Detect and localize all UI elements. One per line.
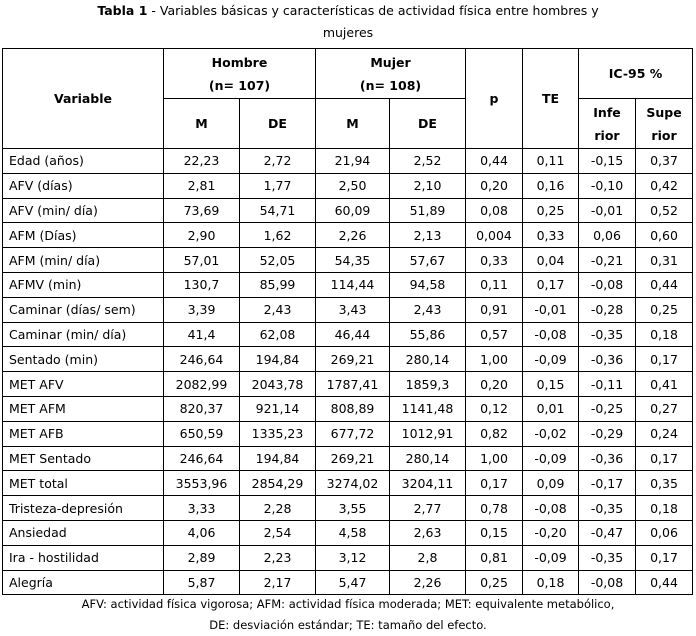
table-row <box>3 421 693 446</box>
cell-mujer-m: 3274,02 <box>316 471 390 496</box>
cell-mujer-de: 1859,3 <box>390 372 466 397</box>
table-row <box>3 496 693 521</box>
cell-mujer-m: 269,21 <box>316 446 390 471</box>
cell-mujer-de: 2,8 <box>390 545 466 570</box>
table-row <box>3 545 693 570</box>
cell-mujer-m: 3,43 <box>316 297 390 322</box>
cell-variable: AFV (min/ día) <box>3 198 164 223</box>
cell-ic-superior: 0,17 <box>636 545 693 570</box>
cell-hombre-m: 2082,99 <box>164 372 240 397</box>
cell-variable: MET AFM <box>3 396 164 421</box>
cell-mujer-m: 3,12 <box>316 545 390 570</box>
cell-te-value: -0,08 <box>523 496 579 521</box>
cell-variable: MET AFB <box>3 421 164 446</box>
cell-ic-superior: 0,18 <box>636 496 693 521</box>
cell-hombre-m: 3,39 <box>164 297 240 322</box>
header-superior-line1: Supe <box>646 104 682 120</box>
cell-p-value: 0,20 <box>466 173 523 198</box>
cell-ic-superior: 0,60 <box>636 223 693 248</box>
cell-mujer-m: 114,44 <box>316 272 390 297</box>
cell-p-value: 0,82 <box>466 421 523 446</box>
cell-variable: AFMV (min) <box>3 272 164 297</box>
cell-hombre-de: 2,43 <box>240 297 316 322</box>
cell-hombre-m: 2,89 <box>164 545 240 570</box>
cell-ic-superior: 0,24 <box>636 421 693 446</box>
cell-mujer-m: 5,47 <box>316 570 390 595</box>
cell-mujer-de: 55,86 <box>390 322 466 347</box>
caption-text-line2: mujeres <box>322 25 374 40</box>
header-hombre <box>164 49 316 99</box>
cell-mujer-de: 2,77 <box>390 496 466 521</box>
table-row <box>3 322 693 347</box>
cell-p-value: 0,004 <box>466 223 523 248</box>
cell-te-value: -0,20 <box>523 520 579 545</box>
cell-te-value: 0,09 <box>523 471 579 496</box>
cell-hombre-m: 246,64 <box>164 446 240 471</box>
cell-te-value: 0,17 <box>523 272 579 297</box>
cell-ic-superior: 0,31 <box>636 248 693 273</box>
cell-p-value: 0,15 <box>466 520 523 545</box>
table-row <box>3 173 693 198</box>
table-row <box>3 272 693 297</box>
cell-variable: AFV (días) <box>3 173 164 198</box>
cell-hombre-de: 2,54 <box>240 520 316 545</box>
header-variable: Variable <box>3 49 164 149</box>
header-inferior-line1: Infe <box>593 104 621 120</box>
cell-te-value: 0,01 <box>523 396 579 421</box>
cell-mujer-de: 2,26 <box>390 570 466 595</box>
cell-ic-inferior: -0,17 <box>579 471 636 496</box>
cell-variable: Alegría <box>3 570 164 595</box>
header-superior <box>636 99 693 149</box>
cell-hombre-de: 52,05 <box>240 248 316 273</box>
cell-hombre-m: 73,69 <box>164 198 240 223</box>
table-body <box>3 149 693 595</box>
cell-ic-inferior: 0,06 <box>579 223 636 248</box>
cell-ic-inferior: -0,08 <box>579 272 636 297</box>
cell-te-value: 0,11 <box>523 149 579 174</box>
cell-mujer-m: 2,50 <box>316 173 390 198</box>
caption-label: Tabla 1 <box>97 3 148 18</box>
cell-p-value: 0,11 <box>466 272 523 297</box>
cell-hombre-de: 85,99 <box>240 272 316 297</box>
table-row <box>3 446 693 471</box>
cell-variable: Ansiedad <box>3 520 164 545</box>
cell-hombre-de: 194,84 <box>240 446 316 471</box>
cell-mujer-m: 54,35 <box>316 248 390 273</box>
table-row <box>3 372 693 397</box>
cell-hombre-m: 2,90 <box>164 223 240 248</box>
header-superior-line2: rior <box>651 127 677 143</box>
cell-ic-superior: 0,17 <box>636 446 693 471</box>
cell-hombre-m: 246,64 <box>164 347 240 372</box>
cell-p-value: 0,25 <box>466 570 523 595</box>
cell-mujer-m: 46,44 <box>316 322 390 347</box>
cell-ic-inferior: -0,01 <box>579 198 636 223</box>
cell-hombre-m: 4,06 <box>164 520 240 545</box>
cell-te-value: 0,18 <box>523 570 579 595</box>
cell-mujer-m: 4,58 <box>316 520 390 545</box>
cell-te-value: 0,16 <box>523 173 579 198</box>
table-row <box>3 248 693 273</box>
cell-variable: AFM (min/ día) <box>3 248 164 273</box>
cell-ic-inferior: -0,35 <box>579 545 636 570</box>
cell-ic-superior: 0,52 <box>636 198 693 223</box>
header-hombre-n: (n= 107) <box>208 77 271 93</box>
cell-hombre-m: 820,37 <box>164 396 240 421</box>
cell-hombre-m: 5,87 <box>164 570 240 595</box>
table-row <box>3 520 693 545</box>
cell-hombre-m: 3553,96 <box>164 471 240 496</box>
cell-mujer-m: 60,09 <box>316 198 390 223</box>
cell-te-value: 0,25 <box>523 198 579 223</box>
cell-mujer-de: 2,63 <box>390 520 466 545</box>
cell-te-value: 0,33 <box>523 223 579 248</box>
footnote-line2: DE: desviación estándar; TE: tamaño del efecto. <box>209 618 487 632</box>
header-inferior <box>579 99 636 149</box>
cell-hombre-de: 54,71 <box>240 198 316 223</box>
header-mujer-m: M <box>316 99 390 149</box>
header-ic: IC-95 % <box>579 49 693 99</box>
cell-te-value: 0,15 <box>523 372 579 397</box>
cell-hombre-de: 2,17 <box>240 570 316 595</box>
cell-p-value: 0,81 <box>466 545 523 570</box>
cell-mujer-m: 3,55 <box>316 496 390 521</box>
cell-p-value: 1,00 <box>466 347 523 372</box>
header-hombre-de: DE <box>240 99 316 149</box>
cell-variable: Caminar (min/ día) <box>3 322 164 347</box>
cell-p-value: 0,17 <box>466 471 523 496</box>
footnote-line1: AFV: actividad física vigorosa; AFM: actividad física moderada; MET: equivalente metabólico, <box>81 597 615 611</box>
cell-ic-inferior: -0,47 <box>579 520 636 545</box>
cell-ic-inferior: -0,08 <box>579 570 636 595</box>
cell-hombre-de: 1,77 <box>240 173 316 198</box>
cell-te-value: -0,01 <box>523 297 579 322</box>
cell-hombre-m: 130,7 <box>164 272 240 297</box>
table-row <box>3 396 693 421</box>
cell-variable: AFM (Días) <box>3 223 164 248</box>
cell-te-value: -0,08 <box>523 322 579 347</box>
cell-ic-superior: 0,27 <box>636 396 693 421</box>
table-row <box>3 198 693 223</box>
cell-variable: Tristeza-depresión <box>3 496 164 521</box>
header-mujer-n: (n= 108) <box>359 77 422 93</box>
cell-p-value: 0,44 <box>466 149 523 174</box>
cell-ic-superior: 0,41 <box>636 372 693 397</box>
cell-p-value: 0,78 <box>466 496 523 521</box>
cell-ic-superior: 0,35 <box>636 471 693 496</box>
cell-mujer-m: 677,72 <box>316 421 390 446</box>
cell-hombre-de: 194,84 <box>240 347 316 372</box>
table-row <box>3 223 693 248</box>
cell-mujer-de: 94,58 <box>390 272 466 297</box>
cell-hombre-m: 22,23 <box>164 149 240 174</box>
table-row <box>3 570 693 595</box>
cell-te-value: -0,02 <box>523 421 579 446</box>
cell-ic-inferior: -0,36 <box>579 446 636 471</box>
cell-p-value: 0,91 <box>466 297 523 322</box>
cell-ic-inferior: -0,28 <box>579 297 636 322</box>
header-p: p <box>466 49 523 149</box>
header-hombre-m: M <box>164 99 240 149</box>
header-mujer <box>316 49 466 99</box>
cell-ic-superior: 0,18 <box>636 322 693 347</box>
cell-hombre-m: 3,33 <box>164 496 240 521</box>
cell-hombre-de: 2,23 <box>240 545 316 570</box>
cell-p-value: 0,12 <box>466 396 523 421</box>
cell-hombre-de: 1,62 <box>240 223 316 248</box>
cell-hombre-de: 2854,29 <box>240 471 316 496</box>
cell-mujer-de: 280,14 <box>390 446 466 471</box>
cell-ic-inferior: -0,25 <box>579 396 636 421</box>
cell-mujer-de: 1141,48 <box>390 396 466 421</box>
cell-hombre-m: 650,59 <box>164 421 240 446</box>
cell-mujer-m: 21,94 <box>316 149 390 174</box>
cell-variable: Sentado (min) <box>3 347 164 372</box>
cell-mujer-de: 280,14 <box>390 347 466 372</box>
cell-ic-superior: 0,25 <box>636 297 693 322</box>
cell-p-value: 0,20 <box>466 372 523 397</box>
footnote <box>0 594 696 636</box>
table-header <box>3 49 693 149</box>
table-row <box>3 149 693 174</box>
cell-mujer-de: 1012,91 <box>390 421 466 446</box>
table-row <box>3 347 693 372</box>
cell-ic-superior: 0,42 <box>636 173 693 198</box>
cell-hombre-de: 1335,23 <box>240 421 316 446</box>
cell-mujer-m: 1787,41 <box>316 372 390 397</box>
cell-variable: Caminar (días/ sem) <box>3 297 164 322</box>
table-caption <box>0 0 696 44</box>
table-row <box>3 471 693 496</box>
cell-variable: MET Sentado <box>3 446 164 471</box>
cell-variable: Edad (años) <box>3 149 164 174</box>
cell-hombre-de: 2043,78 <box>240 372 316 397</box>
cell-mujer-de: 2,13 <box>390 223 466 248</box>
header-te: TE <box>523 49 579 149</box>
cell-p-value: 0,33 <box>466 248 523 273</box>
cell-hombre-de: 62,08 <box>240 322 316 347</box>
cell-variable: MET total <box>3 471 164 496</box>
cell-ic-superior: 0,06 <box>636 520 693 545</box>
cell-variable: MET AFV <box>3 372 164 397</box>
header-mujer-label: Mujer <box>370 54 411 70</box>
cell-te-value: -0,09 <box>523 545 579 570</box>
cell-ic-inferior: -0,35 <box>579 322 636 347</box>
cell-ic-inferior: -0,15 <box>579 149 636 174</box>
cell-hombre-de: 2,72 <box>240 149 316 174</box>
cell-ic-superior: 0,17 <box>636 347 693 372</box>
cell-ic-inferior: -0,29 <box>579 421 636 446</box>
cell-ic-inferior: -0,10 <box>579 173 636 198</box>
table-row <box>3 297 693 322</box>
cell-hombre-de: 921,14 <box>240 396 316 421</box>
cell-ic-superior: 0,37 <box>636 149 693 174</box>
cell-mujer-de: 57,67 <box>390 248 466 273</box>
cell-hombre-m: 57,01 <box>164 248 240 273</box>
cell-p-value: 0,08 <box>466 198 523 223</box>
caption-text: - Variables básicas y características de actividad física entre hombres y <box>147 3 599 18</box>
cell-mujer-de: 2,10 <box>390 173 466 198</box>
cell-mujer-de: 51,89 <box>390 198 466 223</box>
header-mujer-de: DE <box>390 99 466 149</box>
cell-p-value: 0,57 <box>466 322 523 347</box>
cell-ic-inferior: -0,21 <box>579 248 636 273</box>
cell-ic-inferior: -0,36 <box>579 347 636 372</box>
cell-mujer-de: 2,43 <box>390 297 466 322</box>
data-table <box>2 48 693 595</box>
cell-variable: Ira - hostilidad <box>3 545 164 570</box>
header-inferior-line2: rior <box>594 127 620 143</box>
cell-mujer-de: 2,52 <box>390 149 466 174</box>
cell-mujer-de: 3204,11 <box>390 471 466 496</box>
cell-te-value: -0,09 <box>523 446 579 471</box>
cell-hombre-m: 41,4 <box>164 322 240 347</box>
cell-te-value: 0,04 <box>523 248 579 273</box>
cell-ic-superior: 0,44 <box>636 272 693 297</box>
cell-mujer-m: 808,89 <box>316 396 390 421</box>
cell-p-value: 1,00 <box>466 446 523 471</box>
cell-mujer-m: 2,26 <box>316 223 390 248</box>
cell-te-value: -0,09 <box>523 347 579 372</box>
cell-mujer-m: 269,21 <box>316 347 390 372</box>
cell-ic-superior: 0,44 <box>636 570 693 595</box>
cell-ic-inferior: -0,11 <box>579 372 636 397</box>
cell-ic-inferior: -0,35 <box>579 496 636 521</box>
header-hombre-label: Hombre <box>211 54 268 70</box>
cell-hombre-de: 2,28 <box>240 496 316 521</box>
cell-hombre-m: 2,81 <box>164 173 240 198</box>
